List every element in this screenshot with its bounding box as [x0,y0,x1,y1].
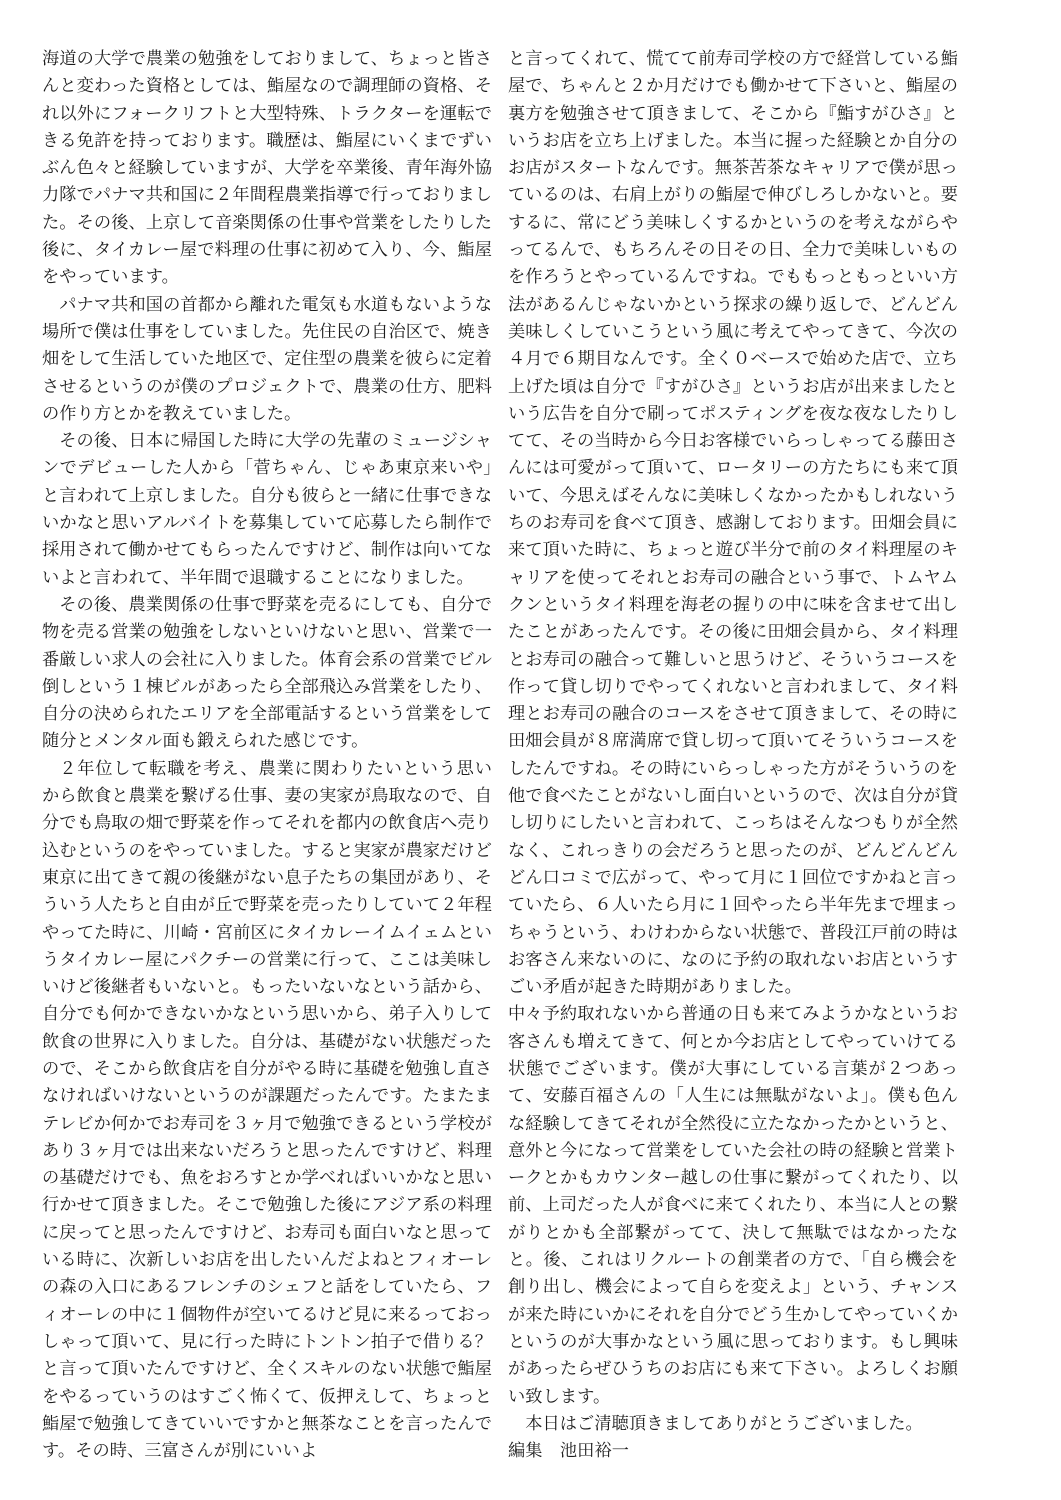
paragraph: と言ってくれて、慌てて前寿司学校の方で経営している鮨屋で、ちゃんと２か月だけでも働かせて下さいと、鮨屋の裏方を勉強させて頂きまして、そこから『鮨すがひさ』というお店を立ち上げました。本当に握った経験とか自分のお店がスタートなんです。無茶苦茶なキャリアで僕が思っているのは、右肩上がりの鮨屋で伸びしろしかないと。要するに、常にどう美味しくするかというのを考えながらやってるんで、もちろんその日その日、全力で美味しいものを作ろうとやっているんですね。でももっともっといい方法があるんじゃないかという探求の繰り返しで、どんどん美味しくしていこうという風に考えてやってきて、今次の４月で６期目なんです。全く０ベースで始めた店で、立ち上げた頃は自分で『すがひさ』というお店が出来ましたという広告を自分で刷ってポスティングを夜な夜なしたりしてて、その当時から今日お客様でいらっしゃってる藤田さんには可愛がって頂いて、ロータリーの方たちにも来て頂いて、今思えばそんなに美味しくなかったかもしれないうちのお寿司を食べて頂き、感謝しております。田畑会員に来て頂いた時に、ちょっと遊び半分で前のタイ料理屋のキャリアを使ってそれとお寿司の融合という事で、トムヤムクンというタイ料理を海老の握りの中に味を含ませて出したことがあったんです。その後に田畑会員から、タイ料理とお寿司の融合って難しいと思うけど、そういうコースを作って貸し切りでやってくれないと言われまして、タイ料理とお寿司の融合のコースをさせて頂きまして、その時に田畑会員が８席満席で貸し切って頂いてそういうコースをしたんですね。その時にいらっしゃった方がそういうのを他で食べたことがないし面白いというので、次は自分が貸し切りにしたいと言われて、こっちはそんなつもりが全然なく、これっきりの会だろうと思ったのが、どんどんどんどん口コミで広がって、やって月に１回位ですかねと言っていたら、６人いたら月に１回やったら半年先まで埋まっちゃうという、わけわからない状態で、普段江戸前の時はお客さん来ないのに、なのに予約の取れないお店というすごい矛盾が起きた時期がありました。 [508,49,958,998]
paragraph: パナマ共和国の首都から離れた電気も水道もないような場所で僕は仕事をしていました。先住民の自治区で、焼き畑をして生活していた地区で、定住型の農業を彼らに定着させるというのが僕のプロジェクトで、農業の仕方、肥料の作り方とかを教えていました。 [42,294,492,424]
editor-credit: 編集 池田裕一 [508,1441,630,1462]
paragraph: 中々予約取れないから普通の日も来てみようかなというお客さんも増えてきて、何とか今お店としてやっていけてる状態でございます。僕が大事にしている言葉が２つあって、安藤百福さんの「人生には無駄がないよ」。僕も色んな経験してきてそれが全然役に立たなかったかというと、意外と今になって営業をしていた会社の時の経験と営業トークとかもカウンター越しの仕事に繋がってくれたり、以前、上司だった人が食べに来てくれたり、本当に人との繋がりとかも全部繋がってて、決して無駄ではなかったなと。後、これはリクルートの創業者の方で、「自ら機会を創り出し、機会によって自らを変えよ」という、チャンスが来た時にいかにそれを自分でどう生かしてやっていくかというのが大事かなという風に思っております。もし興味があったらぜひうちのお店にも来て下さい。よろしくお願い致します。 [508,1004,958,1407]
right-column [508,46,958,1465]
paragraph: その後、農業関係の仕事で野菜を売るにしても、自分で物を売る営業の勉強をしないといけないと思い、営業で一番厳しい求人の会社に入りました。体育会系の営業でビル倒しという１棟ビルがあったら全部飛込み営業をしたり、自分の決められたエリアを全部電話するという営業をして随分とメンタル面も鍛えられた感じです。 [42,594,492,752]
left-column [42,46,492,1465]
paragraph: 海道の大学で農業の勉強をしておりまして、ちょっと皆さんと変わった資格としては、鮨屋なので調理師の資格、それ以外にフォークリフトと大型特殊、トラクターを運転できる免許を持っております。職歴は、鮨屋にいくまでずいぶん色々と経験していますが、大学を卒業後、青年海外協力隊でパナマ共和国に２年間程農業指導で行っておりました。その後、上京して音楽関係の仕事や営業をしたりした後に、タイカレー屋で料理の仕事に初めて入り、今、鮨屋をやっています。 [42,49,492,288]
paragraph: その後、日本に帰国した時に大学の先輩のミュージシャンでデビューした人から「菅ちゃん、じゃあ東京来いや」と言われて上京しました。自分も彼らと一緒に仕事できないかなと思いアルバイトを募集していて応募したら制作で採用されて働かせてもらったんですけど、制作は向いてないよと言われて、半年間で退職することになりました。 [42,431,492,588]
closing-line: 本日はご清聴頂きましてありがとうございました。 [525,1413,923,1434]
paragraph: ２年位して転職を考え、農業に関わりたいという思いから飲食と農業を繋げる仕事、妻の実家が鳥取なので、自分でも鳥取の畑で野菜を作ってそれを都内の飲食店へ売り込むというのをやっていました。すると実家が農家だけど東京に出てきて親の後継がない息子たちの集団があり、そういう人たちと自由が丘で野菜を売ったりしていて２年程やってた時に、川崎・宮前区にタイカレーイムイェムというタイカレー屋にパクチーの営業に行って、ここは美味しいけど後継者もいないと。もったいないなという話から、自分でも何かできないかなという思いから、弟子入りして飲食の世界に入りました。自分は、基礎がない状態だったので、そこから飲食店を自分がやる時に基礎を勉強し直さなければいけないというのが課題だったんです。たまたまテレビか何かでお寿司を３ヶ月で勉強できるという学校があり３ヶ月では出来ないだろうと思ったんですけど、料理の基礎だけでも、魚をおろすとか学べればいいかなと思い行かせて頂きました。そこで勉強した後にアジア系の料理に戻ってと思ったんですけど、お寿司も面白いなと思っている時に、次新しいお店を出したいんだよねとフィオーレの森の入口にあるフレンチのシェフと話をしていたら、フィオーレの中に１個物件が空いてるけど見に来るっておっしゃって頂いて、見に行った時にトントン拍子で借りる？と言って頂いたんですけど、全くスキルのない状態で鮨屋をやるっていうのはすごく怖くて、仮押えして、ちょっと鮨屋で勉強してきていいですかと無茶なことを言ったんです。その時、三富さんが別にいいよ [42,758,492,1462]
